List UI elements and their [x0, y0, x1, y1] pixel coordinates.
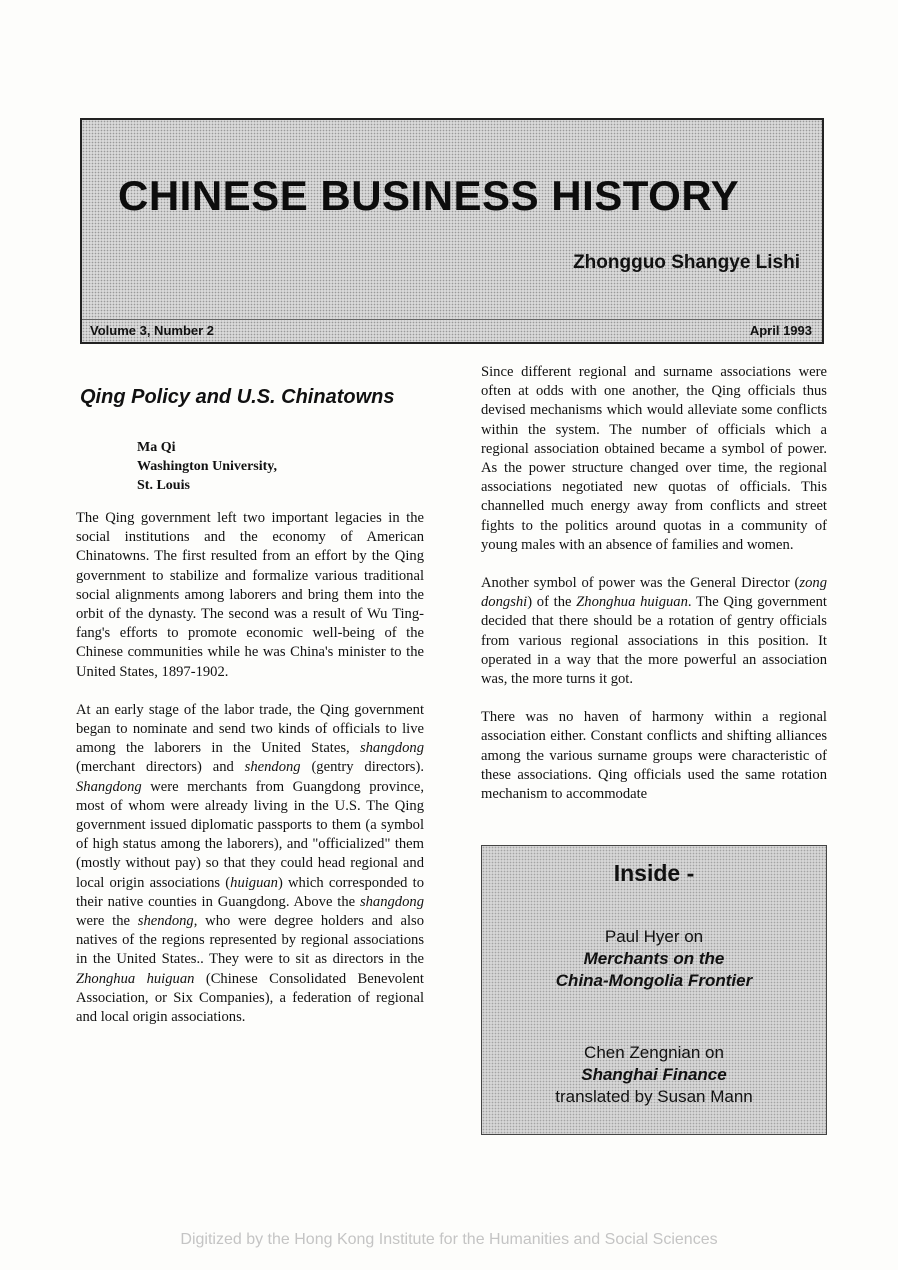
issue-date: April 1993: [749, 323, 812, 338]
article-body-left-column: [76, 509, 424, 1046]
inside-item-title: China-Mongolia Frontier: [555, 971, 753, 990]
body-paragraph: [481, 574, 827, 689]
masthead-footer-bar: [82, 319, 822, 342]
text-run: were merchants from Guangdong province, most of whom were already living in the U.S. The Qing government issued diplomatic passports to them (a symbol of high status among the laborers), and "officialized" them (mostly without pay) so that they could head regional and local origin associations (: [76, 778, 424, 891]
inside-item-author: Chen Zengnian on: [584, 1043, 724, 1062]
inside-item: [482, 1042, 826, 1108]
author-affiliation: Washington University,: [137, 459, 278, 474]
body-paragraph: [481, 363, 827, 555]
inside-item: [482, 926, 826, 992]
body-paragraph: [76, 509, 424, 682]
inside-heading: Inside -: [613, 860, 695, 886]
text-run: The Qing government left two important legacies in the social institutions and the economy of American Chinatowns. The first resulted from an effort by the Qing government to stabilize and formalize various traditional social alignments among laborers and bring them into the orbit of the dynasty. The second was a result of Wu Ting-fang's efforts to promote economic well-being of the Chinese communities while he was China's minister to the United States, 1897-1902.: [76, 510, 424, 680]
italic-term: shendong: [244, 759, 301, 776]
text-run: . The Qing government decided that there should be a rotation of gentry officials from various regional associations in this position. It operated in a way that the more powerful an association was, the more turns it got.: [481, 594, 827, 688]
inside-item-title: Merchants on the: [583, 949, 725, 968]
author-name: Ma Qi: [137, 440, 176, 455]
text-run: Another symbol of power was the General Director (: [481, 575, 800, 592]
publication-subtitle: Zhongguo Shangye Lishi: [573, 252, 800, 273]
text-run: There was no haven of harmony within a regional association either. Constant conflicts and shifting alliances among the various surname groups were characteristic of these associations. Qing officials used the same rotation mechanism to accommodate: [481, 709, 827, 803]
text-run: , who were degree holders and also natives of the regions represented by regional associations in the United States.. They were to sit as directors in the: [76, 913, 425, 968]
text-run: At an early stage of the labor trade, the Qing government began to nominate and send two kinds of officials to live among the laborers in the United States,: [76, 701, 424, 757]
article-body-right-column: [481, 363, 827, 823]
author-location: St. Louis: [137, 478, 190, 493]
italic-term: shangdong: [359, 893, 424, 910]
article-title: Qing Policy and U.S. Chinatowns: [80, 386, 395, 408]
italic-term: Zhonghua huiguan: [576, 594, 688, 611]
italic-term: shangdong: [359, 740, 424, 757]
italic-term: Shangdong: [76, 778, 142, 795]
inside-item-author: Paul Hyer on: [604, 927, 704, 946]
text-run: (merchant directors) and: [76, 759, 245, 776]
text-run: ) of the: [527, 594, 577, 611]
text-run: Since different regional and surname associations were often at odds with one another, the Qing officials thus devised mechanisms which would alleviate some conflicts within the system. The number of officials which a regional association obtained became a symbol of power. As the power structure changed over time, the regional associations negotiated new quotas of officials. This channelled much energy away from conflicts and street fights to the politics around quotas in a community of young males with an absence of families and women.: [481, 364, 827, 553]
inside-item-translator: translated by Susan Mann: [555, 1087, 753, 1106]
inside-item-title: Shanghai Finance: [581, 1065, 727, 1084]
volume-number: Volume 3, Number 2: [90, 323, 215, 338]
digitization-credit: Digitized by the Hong Kong Institute for the Humanities and Social Sciences: [180, 1231, 718, 1248]
text-run: (Chinese Consolidated Benevolent Association, or Six Companies), a federation of regional and local origin associations.: [76, 970, 424, 1026]
publication-title: CHINESE BUSINESS HISTORY: [118, 172, 740, 219]
italic-term: huiguan: [230, 874, 278, 891]
italic-term: shendong: [137, 913, 194, 930]
author-byline: [137, 438, 277, 495]
text-run: (gentry directors).: [300, 759, 424, 776]
body-paragraph: [76, 701, 424, 1027]
text-run: were the: [76, 913, 138, 930]
italic-term: Zhonghua huiguan: [76, 970, 195, 987]
body-paragraph: [481, 708, 827, 804]
text-run: ) which corresponded to their native counties in Guangdong. Above the: [76, 874, 424, 910]
masthead-banner: [80, 118, 824, 344]
inside-contents-box: [481, 845, 827, 1135]
italic-term: zong dongshi: [481, 575, 827, 611]
